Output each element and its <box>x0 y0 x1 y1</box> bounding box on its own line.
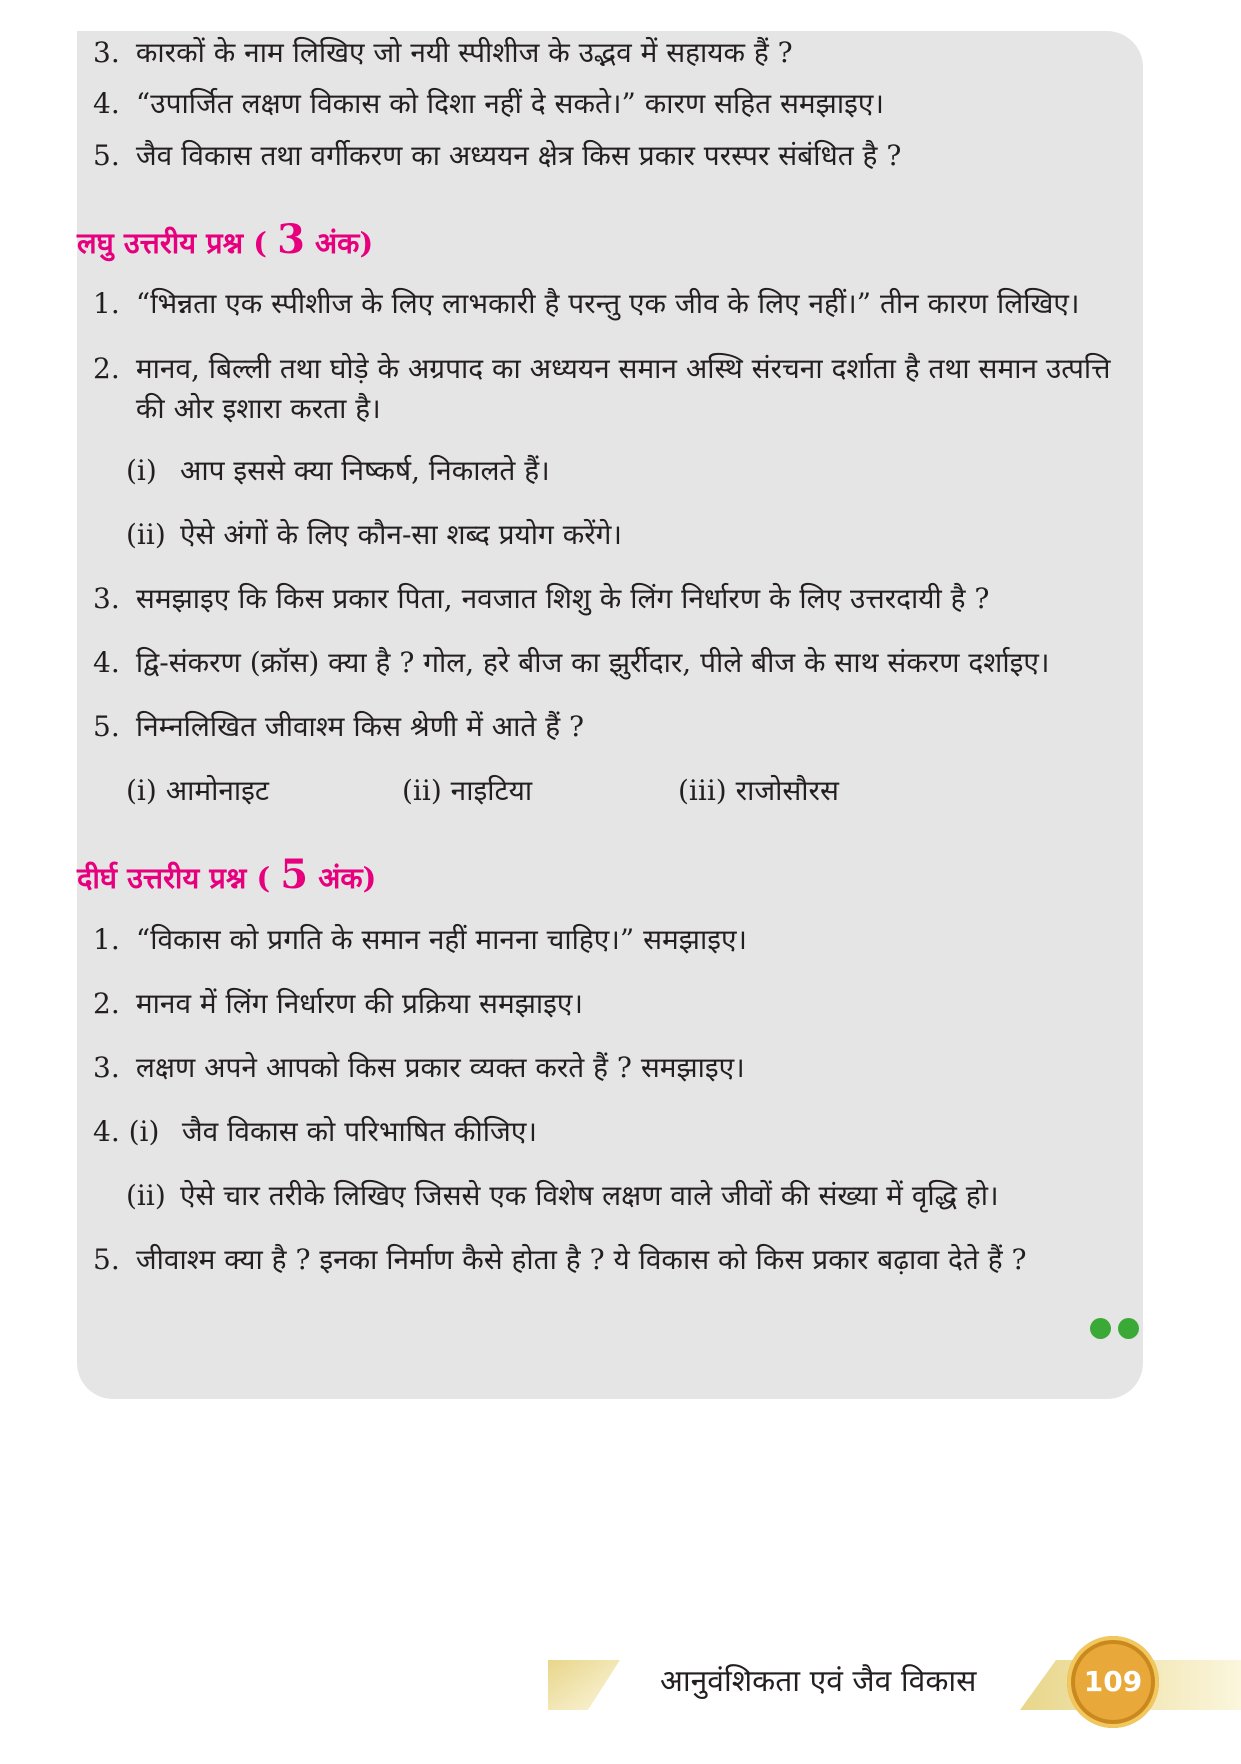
question-item: 3. लक्षण अपने आपको किस प्रकार व्यक्त करते हैं ? समझाइए। <box>93 1051 745 1084</box>
dot-icon <box>1090 1318 1111 1339</box>
sub-question: (ii) ऐसे चार तरीके लिखिए जिससे एक विशेष लक्षण वाले जीवों की संख्या में वृद्धि हो। <box>126 1179 999 1212</box>
question-item: 5. निम्नलिखित जीवाश्म किस श्रेणी में आते हैं ? <box>93 710 585 743</box>
question-item: 4. “उपार्जित लक्षण विकास को दिशा नहीं दे सकते।” कारण सहित समझाइए। <box>93 87 884 120</box>
decorative-dots <box>1090 1318 1142 1340</box>
chapter-title: आनुवंशिकता एवं जैव विकास <box>660 1664 977 1699</box>
question-item: 4. (i) जैव विकास को परिभाषित कीजिए। <box>93 1115 537 1148</box>
question-item: 3. समझाइए कि किस प्रकार पिता, नवजात शिशु के लिंग निर्धारण के लिए उत्तरदायी है ? <box>93 582 990 615</box>
question-item: 2. मानव, बिल्ली तथा घोड़े के अग्रपाद का अध्ययन समान अस्थि संरचना दर्शाता है तथा समान उत्पत्ति की ओर इशारा करता है। <box>93 352 1111 425</box>
marks-value: 5 <box>280 851 309 898</box>
fossil-option: (iii) राजोसौरस <box>678 774 839 807</box>
question-item: 5. जैव विकास तथा वर्गीकरण का अध्ययन क्षेत्र किस प्रकार परस्पर संबंधित है ? <box>93 139 902 172</box>
dot-icon <box>1118 1318 1139 1339</box>
fossil-option: (ii) नाइटिया <box>402 774 533 807</box>
question-item: 2. मानव में लिंग निर्धारण की प्रक्रिया समझाइए। <box>93 987 583 1020</box>
question-item: 1. “भिन्नता एक स्पीशीज के लिए लाभकारी है परन्तु एक जीव के लिए नहीं।” तीन कारण लिखिए। <box>93 287 1080 320</box>
page-number: 109 <box>1075 1644 1151 1720</box>
footer-left-decoration <box>548 1660 620 1710</box>
question-item: 1. “विकास को प्रगति के समान नहीं मानना चाहिए।” समझाइए। <box>93 923 748 956</box>
question-item: 4. द्वि-संकरण (क्रॉस) क्या है ? गोल, हरे बीज का झुर्रीदार, पीले बीज के साथ संकरण दर्शाइए। <box>93 646 1050 679</box>
short-answer-heading: लघु उत्तरीय प्रश्न ( 3 अंक) <box>77 216 374 263</box>
question-item: 3. कारकों के नाम लिखिए जो नयी स्पीशीज के उद्भव में सहायक हैं ? <box>93 36 793 69</box>
long-answer-heading: दीर्घ उत्तरीय प्रश्न ( 5 अंक) <box>77 851 377 898</box>
sub-question: (ii) ऐसे अंगों के लिए कौन-सा शब्द प्रयोग करेंगे। <box>126 518 623 551</box>
marks-value: 3 <box>277 216 305 263</box>
page-number-badge <box>1067 1636 1159 1728</box>
sub-question: (i) आप इससे क्या निष्कर्ष, निकालते हैं। <box>126 454 550 487</box>
fossil-option: (i) आमोनाइट <box>126 774 269 807</box>
question-item: 5. जीवाश्म क्या है ? इनका निर्माण कैसे होता है ? ये विकास को किस प्रकार बढ़ावा देते हैं ? <box>93 1243 1027 1276</box>
